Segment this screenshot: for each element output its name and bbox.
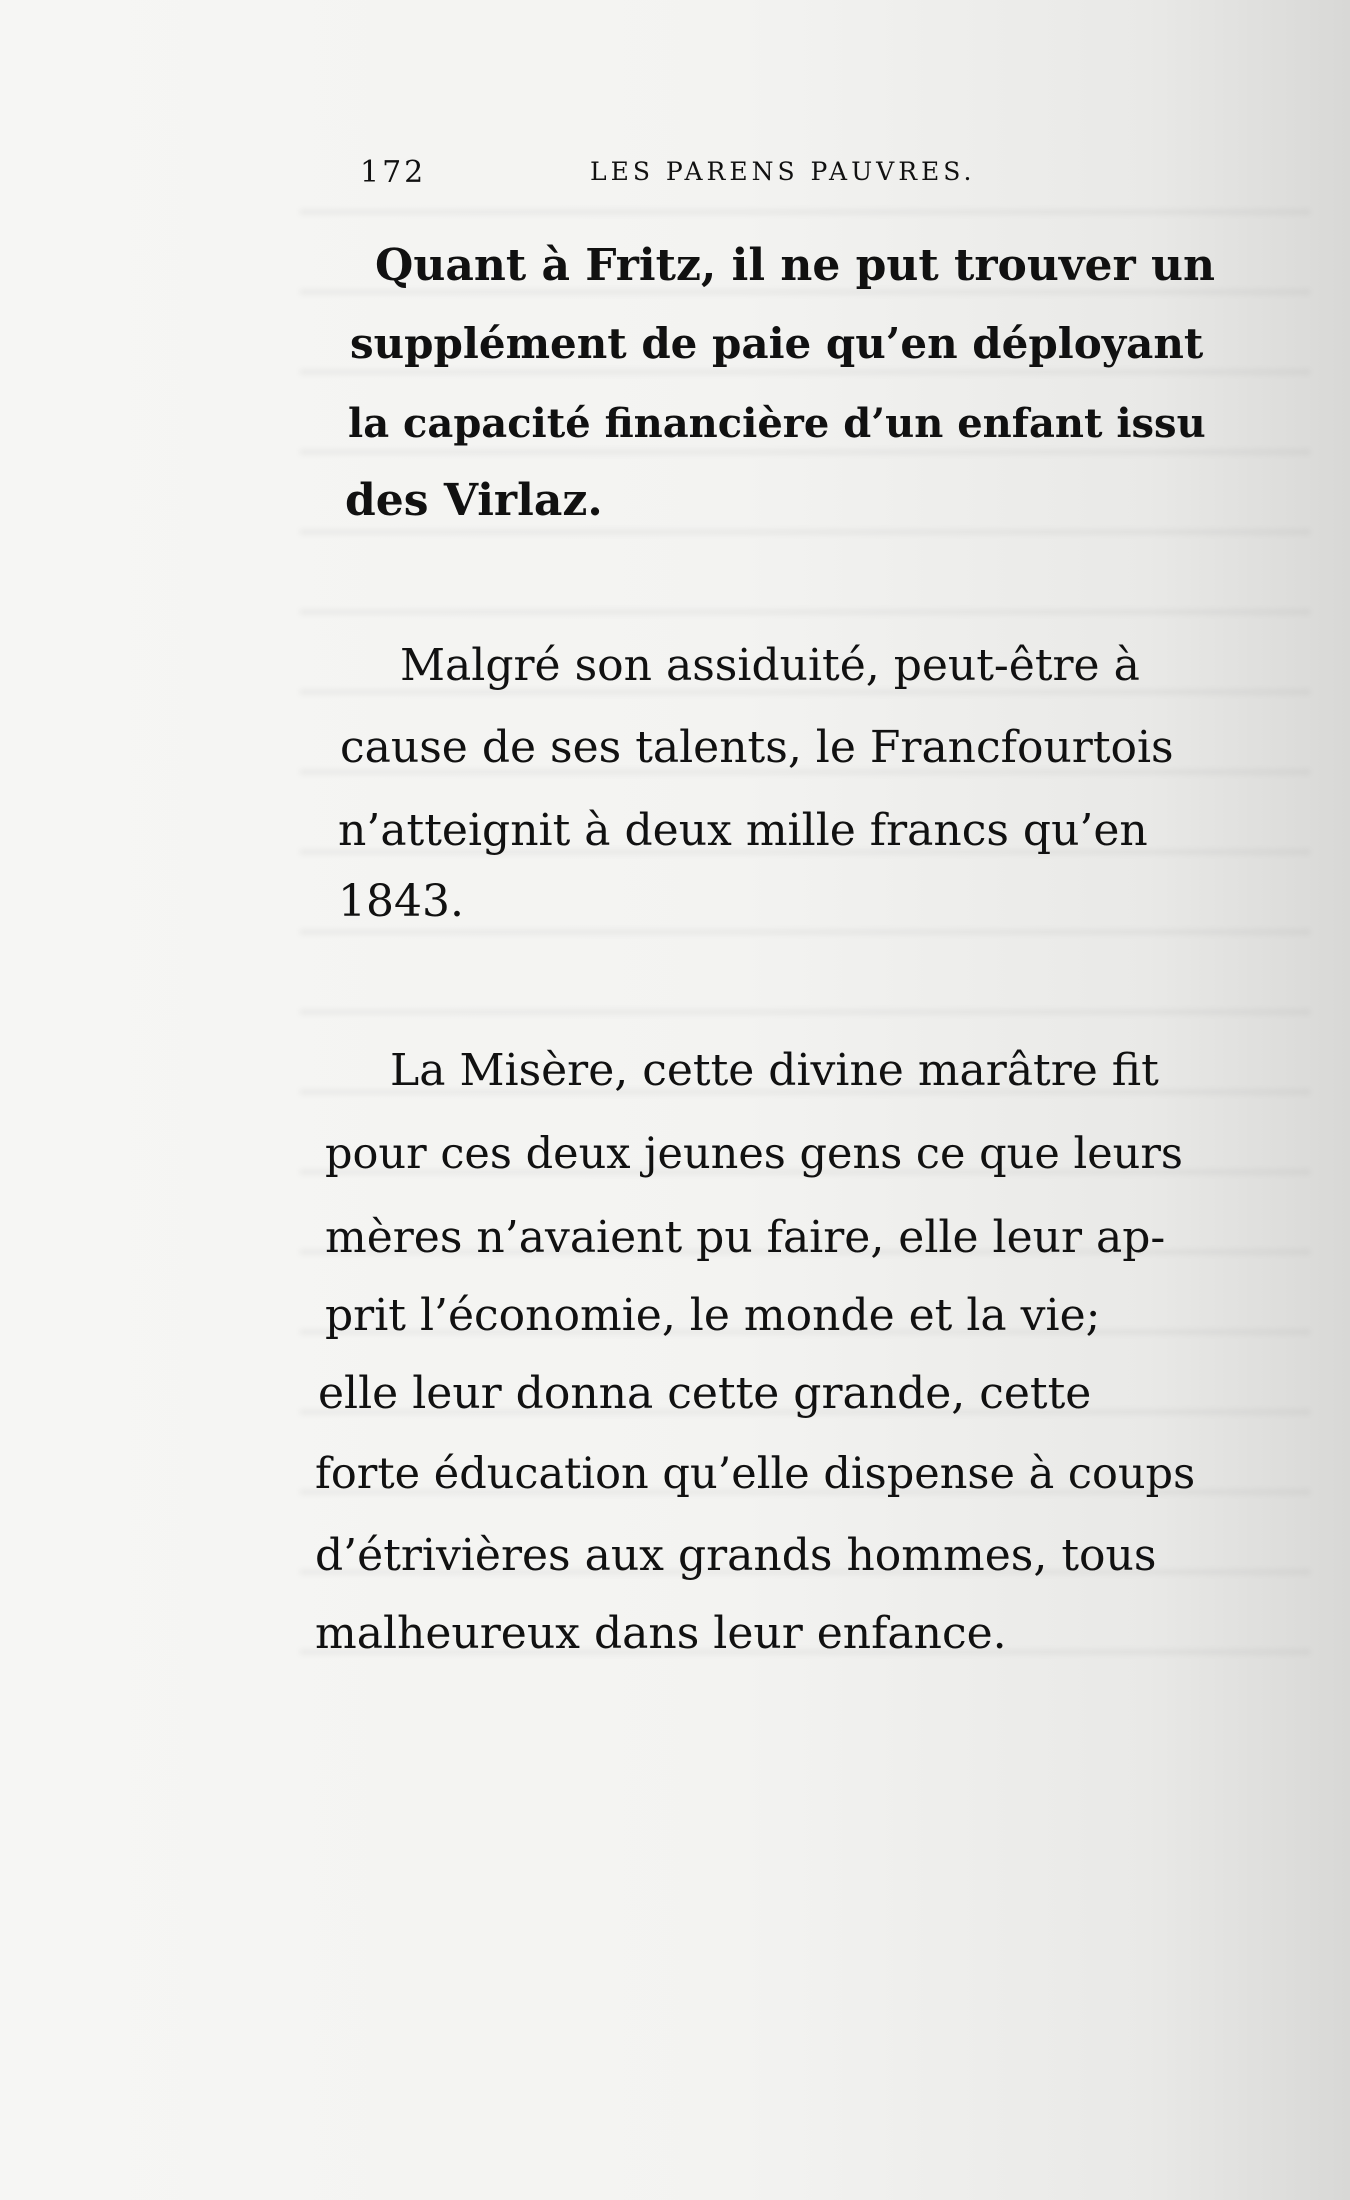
text-line: 1843. bbox=[338, 876, 464, 927]
running-header bbox=[360, 155, 1040, 195]
text-line: d’étrivières aux grands hommes, tous bbox=[315, 1530, 1157, 1581]
text-line: mères n’avaient pu faire, elle leur ap- bbox=[325, 1212, 1166, 1263]
text-line: La Misère, cette divine marâtre fit bbox=[390, 1045, 1159, 1096]
text-line: forte éducation qu’elle dispense à coups bbox=[315, 1449, 1196, 1499]
text-line: prit l’économie, le monde et la vie; bbox=[325, 1290, 1101, 1341]
text-line: la capacité financière d’un enfant issu bbox=[348, 400, 1206, 447]
text-line: pour ces deux jeunes gens ce que leurs bbox=[325, 1129, 1183, 1179]
text-line: Quant à Fritz, il ne put trouver un bbox=[375, 240, 1215, 291]
text-line: Malgré son assiduité, peut-être à bbox=[400, 640, 1140, 691]
text-line: des Virlaz. bbox=[345, 475, 603, 526]
text-line: elle leur donna cette grande, cette bbox=[318, 1368, 1092, 1419]
text-line: cause de ses talents, le Francfourtois bbox=[340, 722, 1174, 773]
text-line: malheureux dans leur enfance. bbox=[315, 1608, 1007, 1659]
text-line: supplément de paie qu’en déployant bbox=[350, 319, 1204, 368]
text-line: n’atteignit à deux mille francs qu’en bbox=[338, 805, 1148, 856]
page-number: 172 bbox=[360, 155, 427, 190]
running-title: LES PARENS PAUVRES. bbox=[590, 157, 976, 186]
